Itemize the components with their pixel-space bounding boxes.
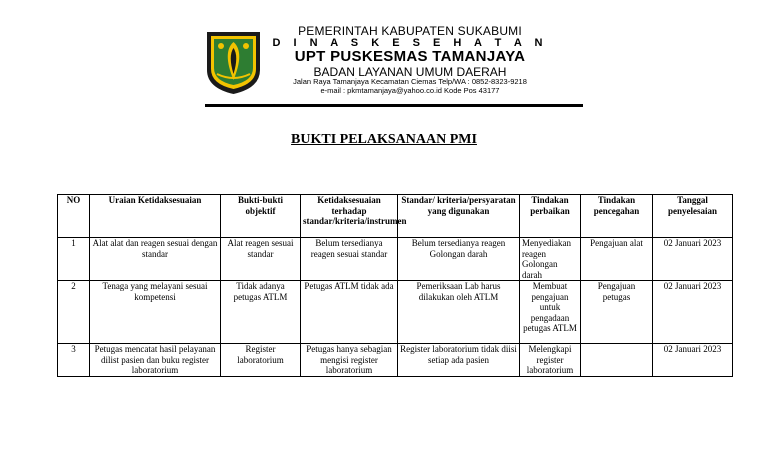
header-uraian: Uraian Ketidaksesuaian — [90, 195, 221, 238]
cell-standar: Pemeriksaan Lab harus dilakukan oleh ATLM — [398, 281, 520, 344]
cell-standar: Register laboratorium tidak diisi setiap ada pasien — [398, 344, 520, 377]
institution-name: UPT PUSKESMAS TAMANJAYA — [294, 48, 526, 65]
header-no: NO — [58, 195, 90, 238]
cell-no: 3 — [58, 344, 90, 377]
cell-pencegahan: Pengajuan petugas — [581, 281, 653, 344]
institution-email: e-mail : pkmtamanjaya@yahoo.co.id Kode Pos 43177 — [320, 86, 500, 95]
header-bukti: Bukti-bukti objektif — [221, 195, 301, 238]
institution-address: Jalan Raya Tamanjaya Kecamatan Ciemas Telp/WA : 0852-8323-9218 — [293, 77, 527, 86]
cell-perbaikan: Membuat pengajuan untuk pengadaan petugas ATLM — [520, 281, 581, 344]
cell-pencegahan — [581, 344, 653, 377]
header-pencegahan: Tindakan pencegahan — [581, 195, 653, 238]
header-perbaikan: Tindakan perbaikan — [520, 195, 581, 238]
cell-ketidaksesuaian: Petugas ATLM tidak ada — [301, 281, 398, 344]
cell-ketidaksesuaian: Petugas hanya sebagian mengisi register laboratorium — [301, 344, 398, 377]
header-ketidaksesuaian: Ketidaksesuaian terhadap standar/kriteria/instrumen — [301, 195, 398, 238]
table-header-row — [58, 195, 733, 238]
cell-perbaikan: Melengkapi register laboratorium — [520, 344, 581, 377]
document-title: BUKTI PELAKSANAAN PMI — [291, 132, 477, 147]
cell-bukti: Tidak adanya petugas ATLM — [221, 281, 301, 344]
cell-ketidaksesuaian: Belum tersedianya reagen sesuai standar — [301, 238, 398, 281]
cell-tanggal: 02 Januari 2023 — [653, 281, 733, 344]
letterhead-divider — [205, 104, 583, 107]
cell-uraian: Alat alat dan reagen sesuai dengan standar — [90, 238, 221, 281]
cell-standar: Belum tersedianya reagen Golongan darah — [398, 238, 520, 281]
table-row — [58, 344, 733, 377]
cell-tanggal: 02 Januari 2023 — [653, 344, 733, 377]
header-standar: Standar/ kriteria/persyaratan yang digunakan — [398, 195, 520, 238]
cell-tanggal: 02 Januari 2023 — [653, 238, 733, 281]
table-row — [58, 281, 733, 344]
agency-name: D I N A S K E S E H A T A N — [272, 37, 548, 49]
table-row — [58, 238, 733, 281]
cell-bukti: Register laboratorium — [221, 344, 301, 377]
cell-perbaikan: Menyediakan reagen Golongan darah — [520, 238, 581, 281]
cell-no: 2 — [58, 281, 90, 344]
cell-bukti: Alat reagen sesuai standar — [221, 238, 301, 281]
cell-uraian: Petugas mencatat hasil pelayanan dilist pasien dan buku register laboratorium — [90, 344, 221, 377]
government-name: PEMERINTAH KABUPATEN SUKABUMI — [298, 24, 522, 38]
cell-pencegahan: Pengajuan alat — [581, 238, 653, 281]
institution-subtitle: BADAN LAYANAN UMUM DAERAH — [313, 65, 507, 79]
cell-uraian: Tenaga yang melayani sesuai kompetensi — [90, 281, 221, 344]
pmi-table — [57, 194, 733, 377]
regency-emblem-logo — [205, 30, 262, 96]
cell-no: 1 — [58, 238, 90, 281]
header-tanggal: Tanggal penyelesaian — [653, 195, 733, 238]
